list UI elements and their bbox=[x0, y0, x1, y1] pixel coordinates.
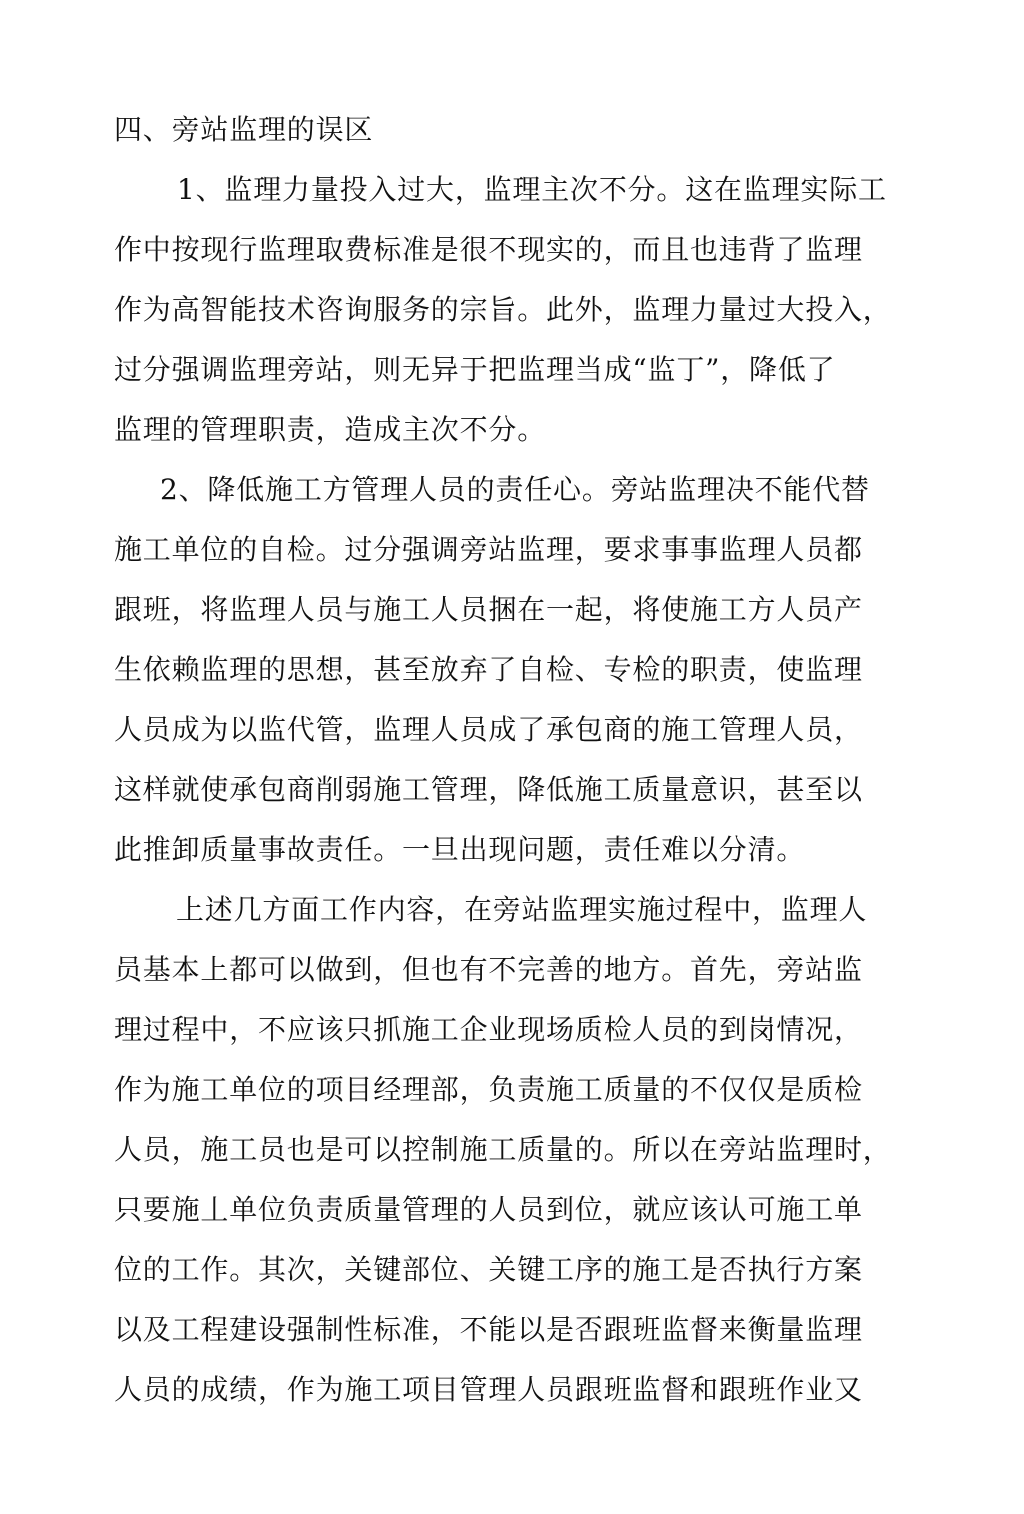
text-line: 作为施工单位的项目经理部，负责施工质量的不仅仅是质检 bbox=[114, 1073, 863, 1106]
text-line: 人员，施工员也是可以控制施工质量的。所以在旁站监理时， bbox=[114, 1133, 892, 1166]
text-line: 跟班，将监理人员与施工人员捆在一起，将使施工方人员产 bbox=[114, 593, 863, 626]
text-line: 1、监理力量投入过大，监理主次不分。这在监理实际工 bbox=[177, 173, 887, 206]
text-line: 位的工作。其次，关键部位、关键工序的施工是否执行方案 bbox=[114, 1253, 863, 1286]
text-line: 施工单位的自检。过分强调旁站监理，要求事事监理人员都 bbox=[114, 533, 863, 566]
text-line: 只要施丄单位负责质量管理的人员到位，就应该认可施工单 bbox=[114, 1193, 863, 1226]
text-line: 作为高智能技术咨询服务的宗旨。此外，监理力量过大投入， bbox=[114, 293, 892, 326]
text-line: 此推卸质量事故责任。一旦出现问题，责任难以分清。 bbox=[114, 833, 806, 866]
text-line: 员基本上都可以做到，但也有不完善的地方。首先，旁站监 bbox=[114, 953, 863, 986]
text-line: 以及工程建设强制性标准，不能以是否跟班监督来衡量监理 bbox=[114, 1313, 863, 1346]
text-line: 上述几方面工作内容，在旁站监理实施过程中，监理人 bbox=[176, 893, 868, 926]
text-line: 过分强调监理旁站，则无异于把监理当成“监丁”，降低了 bbox=[114, 353, 836, 386]
text-line: 这样就使承包商削弱施工管理，降低施工质量意识，甚至以 bbox=[114, 773, 863, 806]
text-line: 监理的管理职责，造成主次不分。 bbox=[114, 413, 547, 446]
text-line: 作中按现行监理取费标准是很不现实的，而且也违背了监理 bbox=[114, 233, 863, 266]
text-line: 生依赖监理的思想，甚至放弃了自检、专检的职责，使监理 bbox=[114, 653, 863, 686]
text-line: 人员成为以监代管，监理人员成了承包商的施工管理人员， bbox=[114, 713, 863, 746]
text-line: 2、降低施工方管理人员的责任心。旁站监理决不能代替 bbox=[160, 473, 870, 506]
text-line: 人员的成绩，作为施工项目管理人员跟班监督和跟班作业又 bbox=[114, 1373, 863, 1406]
section-heading: 四、旁站监理的误区 bbox=[114, 113, 374, 146]
text-line: 理过程中，不应该只抓施工企业现场质检人员的到岗情况， bbox=[114, 1013, 863, 1046]
